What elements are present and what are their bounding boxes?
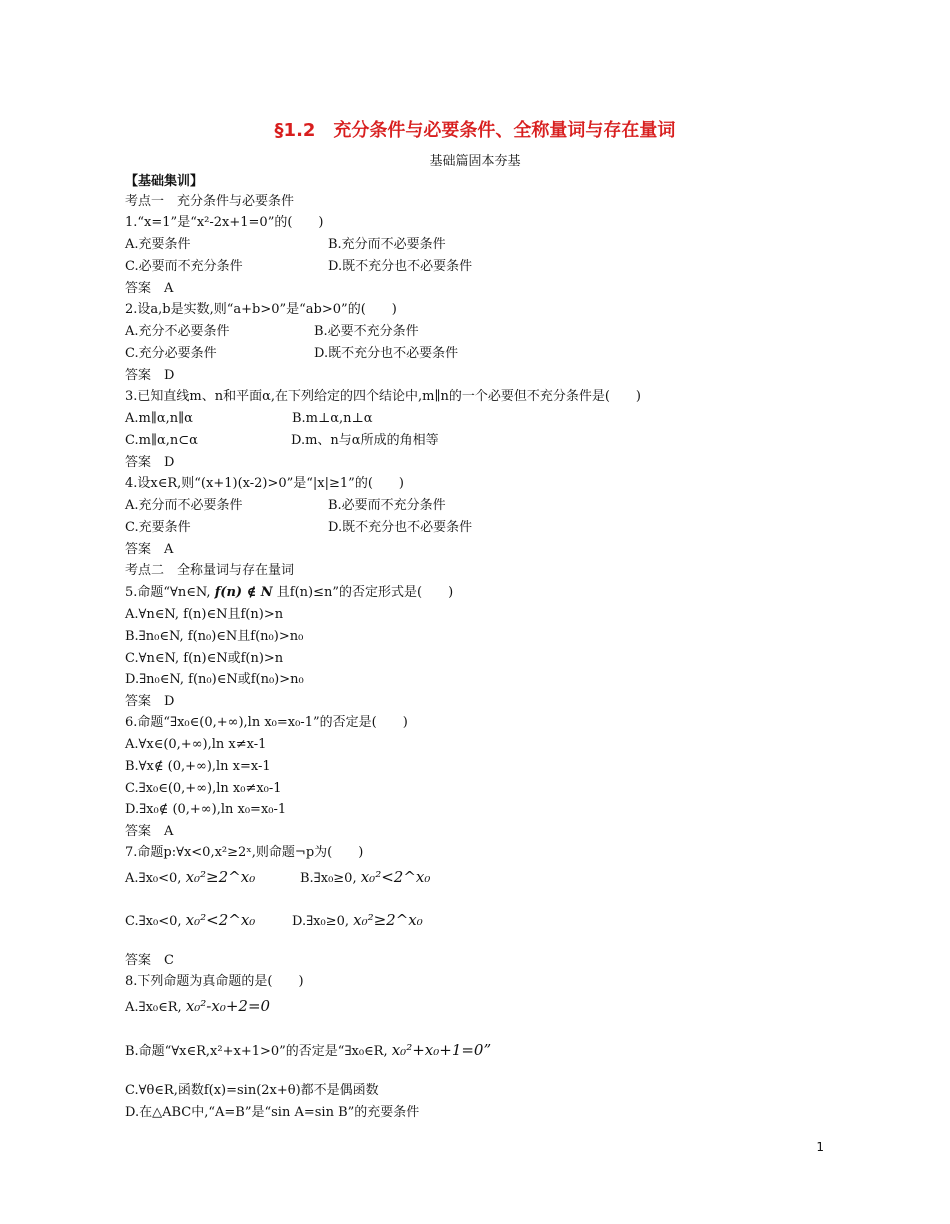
question-5-option-c: C.∀n∈N, f(n)∈N或f(n)>n	[125, 651, 284, 666]
question-1-stem: 1.“x=1”是“x²-2x+1=0”的( )	[125, 215, 324, 230]
question-8-option-b	[125, 1041, 491, 1061]
question-5-answer: 答案 D	[125, 694, 175, 709]
question-1-answer: 答案 A	[125, 281, 174, 296]
question-8-option-a	[125, 997, 270, 1017]
question-4-stem: 4.设x∈R,则“(x+1)(x-2)>0”是“|x|≥1”的( )	[125, 476, 404, 491]
question-5-option-d: D.∃n₀∈N, f(n₀)∈N或f(n₀)>n₀	[125, 672, 304, 687]
question-3-option-d: D.m、n与α所成的角相等	[291, 433, 439, 448]
question-4-answer: 答案 A	[125, 542, 174, 557]
question-3-option-c: C.m∥α,n⊂α	[125, 433, 198, 448]
page-subtitle: 基础篇固本夯基	[429, 154, 521, 169]
question-1-option-d: D.既不充分也不必要条件	[328, 259, 473, 274]
question-2-stem: 2.设a,b是实数,则“a+b>0”是“ab>0”的( )	[125, 302, 397, 317]
question-5-stem	[125, 584, 453, 602]
question-6-option-b: B.∀x∉ (0,+∞),ln x=x-1	[125, 759, 271, 774]
page-title: §1.2 充分条件与必要条件、全称量词与存在量词	[274, 120, 676, 141]
question-4-option-c: C.充要条件	[125, 520, 191, 535]
question-1-option-a: A.充要条件	[125, 237, 191, 252]
question-7-stem: 7.命题p:∀x<0,x²≥2ˣ,则命题¬p为( )	[125, 845, 364, 860]
question-8-option-d: D.在△ABC中,“A=B”是“sin A=sin B”的充要条件	[125, 1105, 420, 1120]
question-3-answer: 答案 D	[125, 455, 175, 470]
page-number: 1	[816, 1140, 824, 1154]
question-7-option-c	[125, 911, 255, 931]
question-1-option-b: B.充分而不必要条件	[328, 237, 446, 252]
question-4-option-a: A.充分而不必要条件	[125, 498, 243, 513]
question-6-option-a: A.∀x∈(0,+∞),ln x≠x-1	[125, 737, 267, 752]
question-6-option-c: C.∃x₀∈(0,+∞),ln x₀≠x₀-1	[125, 781, 282, 796]
question-7-option-c-label: C.∃x₀<0,	[125, 914, 182, 929]
question-8-option-b-label: B.命题“∀x∈R,x²+x+1>0”的否定是“∃x₀∈R,	[125, 1044, 388, 1059]
question-8-option-a-label: A.∃x₀∈R,	[125, 1000, 182, 1015]
question-2-option-d: D.既不充分也不必要条件	[314, 346, 459, 361]
question-5-option-a: A.∀n∈N, f(n)∈N且f(n)>n	[125, 607, 284, 622]
question-1-option-c: C.必要而不充分条件	[125, 259, 243, 274]
question-4-option-b: B.必要而不充分条件	[328, 498, 446, 513]
topic-heading-2: 考点二 全称量词与存在量词	[125, 563, 295, 578]
question-6-answer: 答案 A	[125, 824, 174, 839]
question-4-option-d: D.既不充分也不必要条件	[328, 520, 473, 535]
topic-heading-1: 考点一 充分条件与必要条件	[125, 194, 295, 209]
question-7-option-d	[292, 911, 423, 931]
question-2-option-a: A.充分不必要条件	[125, 324, 230, 339]
question-6-stem: 6.命题“∃x₀∈(0,+∞),ln x₀=x₀-1”的否定是( )	[125, 715, 408, 730]
question-3-option-b: B.m⊥α,n⊥α	[292, 411, 373, 426]
question-7-option-b	[300, 868, 430, 888]
question-7-option-d-formula: x₀²≥2^x₀	[353, 911, 423, 929]
question-8-stem: 8.下列命题为真命题的是( )	[125, 974, 304, 989]
question-7-option-d-label: D.∃x₀≥0,	[292, 914, 349, 929]
question-2-answer: 答案 D	[125, 368, 175, 383]
question-2-option-c: C.充分必要条件	[125, 346, 217, 361]
section-heading: 【基础集训】	[125, 174, 204, 189]
formula-image: f(n) ∉ N	[214, 585, 273, 600]
question-3-stem: 3.已知直线m、n和平面α,在下列给定的四个结论中,m∥n的一个必要但不充分条件是( )	[125, 389, 641, 404]
question-7-answer: 答案 C	[125, 953, 174, 968]
question-7-option-b-label: B.∃x₀≥0,	[300, 871, 357, 886]
question-5-option-b: B.∃n₀∈N, f(n₀)∈N且f(n₀)>n₀	[125, 629, 304, 644]
question-6-option-d: D.∃x₀∉ (0,+∞),ln x₀=x₀-1	[125, 802, 287, 817]
question-7-option-a	[125, 868, 255, 888]
question-8-option-b-formula: x₀²+x₀+1=0”	[391, 1041, 492, 1059]
question-7-option-c-formula: x₀²<2^x₀	[185, 911, 256, 929]
question-8-option-a-formula: x₀²-x₀+2=0	[185, 997, 271, 1015]
question-2-option-b: B.必要不充分条件	[314, 324, 419, 339]
question-7-option-a-formula: x₀²≥2^x₀	[185, 868, 256, 886]
question-7-option-b-formula: x₀²<2^x₀	[360, 868, 431, 886]
question-3-option-a: A.m∥α,n∥α	[125, 411, 193, 426]
question-7-option-a-label: A.∃x₀<0,	[125, 871, 182, 886]
question-8-option-c: C.∀θ∈R,函数f(x)=sin(2x+θ)都不是偶函数	[125, 1083, 379, 1098]
question-5-stem-prefix: 5.命题“∀n∈N,	[125, 585, 211, 600]
question-5-stem-suffix: 且f(n)≤n”的否定形式是( )	[276, 585, 454, 600]
